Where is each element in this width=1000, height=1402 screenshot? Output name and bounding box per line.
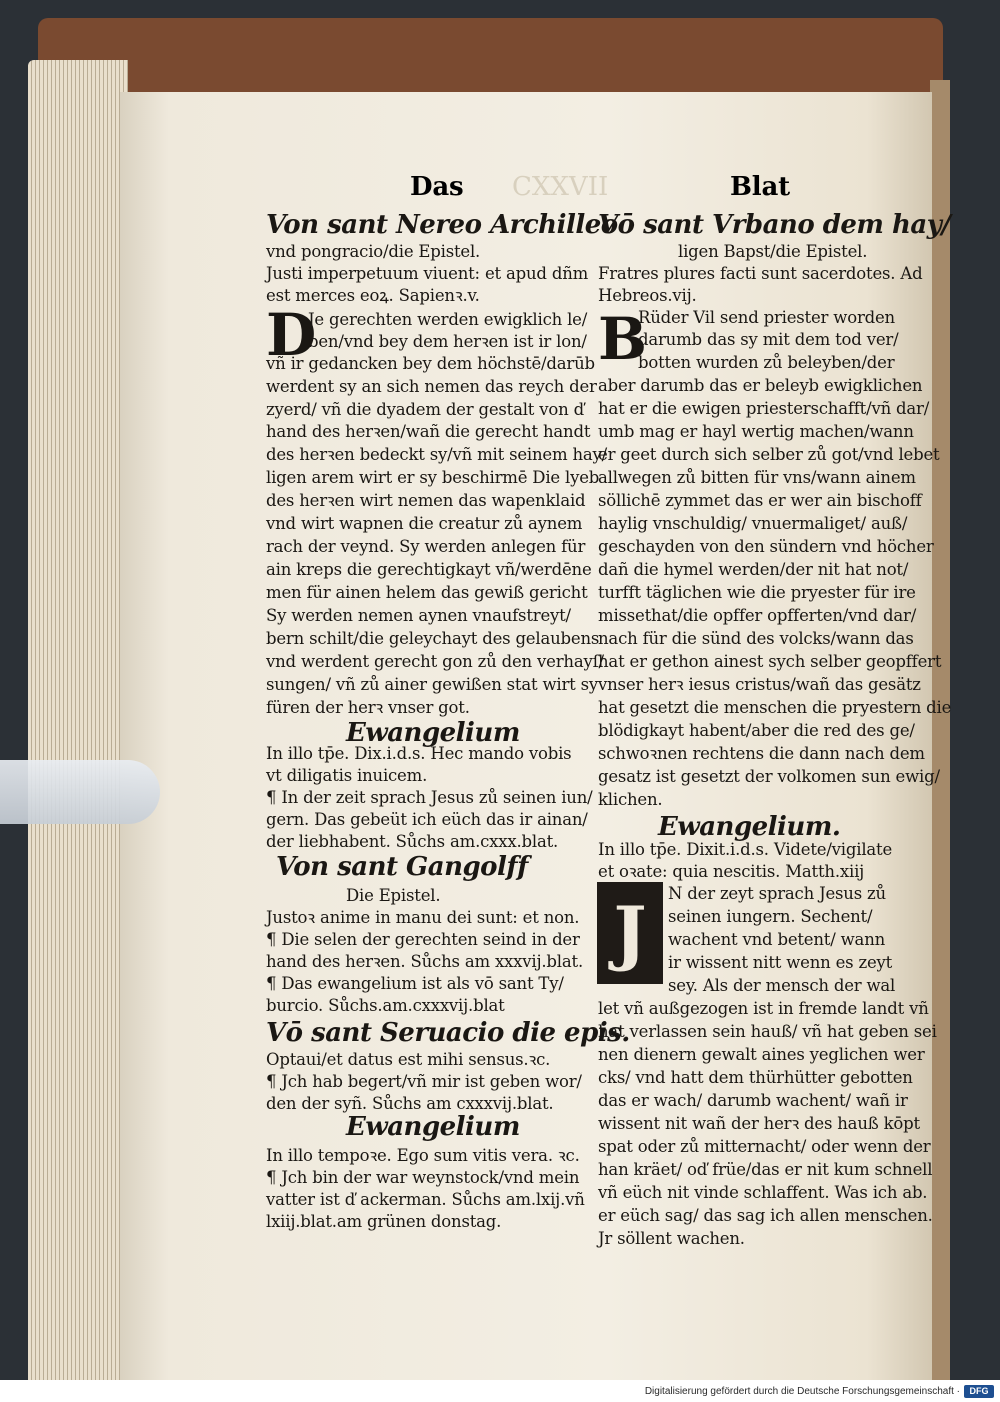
left-text-line: Sy werden nemen aynen vnaufstreyt/ (266, 606, 571, 625)
right-text-line: geschayden von den sündern vnd höcher (598, 537, 934, 556)
right-text-line: Jr söllent wachen. (598, 1229, 745, 1248)
right-text-line: Fratres plures facti sunt sacerdotes. Ad (598, 264, 923, 283)
left-text-line: Justoꝛ anime in manu dei sunt: et non. (266, 908, 580, 927)
right-text-line: er geet durch sich selber zů got/vnd lebet (598, 445, 940, 464)
left-text-line: den der syñ. Sůchs am cxxxvij.blat. (266, 1094, 554, 1113)
right-text-line: seinen iungern. Sechent/ (668, 907, 873, 926)
right-text-line: vnser herꝛ iesus cristus/wañ das gesätz (598, 675, 921, 694)
left-text-line: des herꝛen wirt nemen das wapenklaid (266, 491, 586, 510)
right-text-line: In illo tp̄e. Dixit.i.d.s. Videte/vigilate (598, 840, 893, 859)
running-head-right: Blat (730, 172, 790, 202)
left-text-line: In illo tp̄e. Dix.i.d.s. Hec mando vobis (266, 744, 572, 763)
left-text-line: Die Epistel. (346, 886, 441, 905)
right-text-line: klichen. (598, 790, 663, 809)
right-text-line: ligen Bapst/die Epistel. (678, 242, 868, 261)
left-heading: Von sant Nereo Archilleo (266, 210, 618, 240)
left-text-line: ain kreps die gerechtigkayt vñ/werdēne (266, 560, 592, 579)
left-heading: Ewangelium (346, 718, 520, 748)
right-text-line: aber darumb das er beleyb ewigklichen (598, 376, 923, 395)
initial-d: D (266, 301, 317, 369)
left-text-line: ¶ Jch bin der war weynstock/vnd mein (266, 1168, 580, 1187)
right-text-line: cks/ vnd hatt dem thürhütter gebotten (598, 1068, 913, 1087)
right-text-line: söllichē zymmet das er wer ain bischoff (598, 491, 922, 510)
right-text-line: hat er gethon ainest sych selber geopffert (598, 652, 942, 671)
left-text-line: der liebhabent. Sůchs am.cxxx.blat. (266, 832, 559, 851)
right-text-line: wachent vnd betent/ wann (668, 930, 886, 949)
right-text-line: blödigkayt habent/aber die red des ge/ (598, 721, 915, 740)
left-text-line: ¶ Jch hab begert/vñ mir ist geben wor/ (266, 1072, 582, 1091)
right-text-line: nen dienern gewalt aines yeglichen wer (598, 1045, 925, 1064)
right-heading: Ewangelium. (658, 812, 841, 842)
right-text-line: hat er die ewigen priesterschafft/vñ dar/ (598, 399, 930, 418)
right-heading: Vō sant Vrbano dem hay/ (598, 210, 951, 240)
left-text-line: vt diligatis inuicem. (266, 766, 428, 785)
right-text-line: spat oder zů mitternacht/ oder wenn der (598, 1137, 931, 1156)
left-text-line: hand des herꝛen. Sůchs am xxxvij.blat. (266, 952, 583, 971)
left-text-line: Optaui/et datus est mihi sensus.ꝛc. (266, 1050, 551, 1069)
facing-page-edge (930, 80, 950, 1380)
left-text-line: hand des herꝛen/wañ die gerecht handt (266, 422, 591, 441)
right-text-line: turfft täglichen wie die pryester für ire (598, 583, 916, 602)
left-text-line: lxiij.blat.am grünen donstag. (266, 1212, 502, 1231)
left-text-line: Justi imperpetuum viuent: et apud dñm (266, 264, 589, 283)
folio-number: CXXVII (512, 172, 609, 202)
left-text-line: vñ ir gedancken bey dem höchstē/darūb (266, 354, 595, 373)
left-text-line: bern schilt/die geleychayt des gelaubens (266, 629, 600, 648)
right-text-line: gesatz ist gesetzt der volkomen sun ewig/ (598, 767, 940, 786)
right-text-line: haylig vnschuldig/ vnuermaliget/ auß/ (598, 514, 908, 533)
left-text-line: gern. Das gebeüt ich eüch das ir ainan/ (266, 810, 588, 829)
left-text-line: vnd wirt wapnen die creatur zů aynem (266, 514, 583, 533)
right-text-line: er eüch sag/ das sag ich allen menschen. (598, 1206, 933, 1225)
left-heading: Von sant Gangolff (276, 852, 528, 882)
running-head-left: Das (410, 172, 464, 202)
right-text-line: das er wach/ darumb wachent/ wañ ir (598, 1091, 908, 1110)
right-text-line: hat gesetzt die menschen die pryestern die (598, 698, 952, 717)
right-text-line: darumb das sy mit dem tod ver/ (638, 330, 899, 349)
left-text-line: werdent sy an sich nemen das reych der (266, 377, 597, 396)
right-text-line: wissent nit wañ der herꝛ des hauß kōpt (598, 1114, 920, 1133)
left-text-line: vatter ist ď ackerman. Sůchs am.lxij.vñ (266, 1190, 585, 1209)
left-text-line: des herꝛen bedeckt sy/vñ mit seinem hay/ (266, 445, 608, 464)
left-text-line: ben/vnd bey dem herꝛen ist ir lon/ (308, 332, 587, 351)
left-text-line: burcio. Sůchs.am.cxxxvij.blat (266, 996, 505, 1015)
right-text-line: et oꝛate: quia nescitis. Matth.xiij (598, 862, 865, 881)
right-text-line: N der zeyt sprach Jesus zů (668, 884, 886, 903)
left-text-line: rach der veynd. Sy werden anlegen für (266, 537, 586, 556)
dfg-logo: DFG (964, 1385, 994, 1398)
page-edges (28, 60, 128, 1380)
left-text-line: est merces eoꝝ. Sapienꝛ.v. (266, 286, 480, 305)
ornate-initial-i: J (597, 882, 663, 984)
left-text-line: vnd werdent gerecht gon zů den verhayſ/ (266, 652, 604, 671)
right-text-line: umb mag er hayl wertig machen/wann (598, 422, 914, 441)
right-text-line: vñ eüch nit vinde schlaffent. Was ich ab. (598, 1183, 928, 1202)
initial-b: B (598, 305, 648, 373)
right-text-line: nach für die sünd des volcks/wann das (598, 629, 914, 648)
left-text-line: zyerd/ vñ die dyadem der gestalt von ď (266, 400, 584, 419)
left-text-line: ¶ Die selen der gerechten seind in der (266, 930, 580, 949)
left-heading: Vō sant Seruacio die epis. (266, 1018, 630, 1048)
right-text-line: schwoꝛnen rechtens die dann nach dem (598, 744, 925, 763)
left-text-line: ¶ In der zeit sprach Jesus zů seinen iun/ (266, 788, 593, 807)
right-text-line: allwegen zů bitten für vns/wann ainem (598, 468, 916, 487)
right-text-line: hat verlassen sein hauß/ vñ hat geben sei (598, 1022, 937, 1041)
left-text-line: In illo tempoꝛe. Ego sum vitis vera. ꝛc. (266, 1146, 580, 1165)
left-text-line: Je gerechten werden ewigklich le/ (308, 310, 588, 329)
left-text-line: men für ainen helem das gewiß gericht (266, 583, 588, 602)
left-text-line: sungen/ vñ zů ainer gewißen stat wirt sy (266, 675, 599, 694)
right-text-line: ir wissent nitt wenn es zeyt (668, 953, 893, 972)
right-text-line: botten wurden zů beleyben/der (638, 353, 895, 372)
right-text-line: dañ die hymel werden/der nit hat not/ (598, 560, 909, 579)
right-text-line: Hebreos.vij. (598, 286, 697, 305)
left-text-line: ¶ Das ewangelium ist als vō sant Ty/ (266, 974, 564, 993)
right-text-line: missethat/die opffer opfferten/vnd dar/ (598, 606, 917, 625)
page-holder-clip (0, 760, 160, 824)
left-text-line: füren der herꝛ vnser got. (266, 698, 470, 717)
right-text-line: Rüder Vil send priester worden (638, 308, 895, 327)
book-page (120, 92, 952, 1380)
left-text-line: ligen arem wirt er sy beschirmē Die lyeb (266, 468, 600, 487)
right-text-line: han kräet/ oď früe/das er nit kum schnell (598, 1160, 933, 1179)
left-text-line: vnd pongracio/die Epistel. (266, 242, 481, 261)
right-text-line: sey. Als der mensch der wal (668, 976, 896, 995)
right-text-line: let vñ außgezogen ist in fremde landt vñ (598, 999, 929, 1018)
footer-credit: Digitalisierung gefördert durch die Deutsche Forschungsgemeinschaft · (644, 1386, 960, 1397)
left-heading: Ewangelium (346, 1112, 520, 1142)
